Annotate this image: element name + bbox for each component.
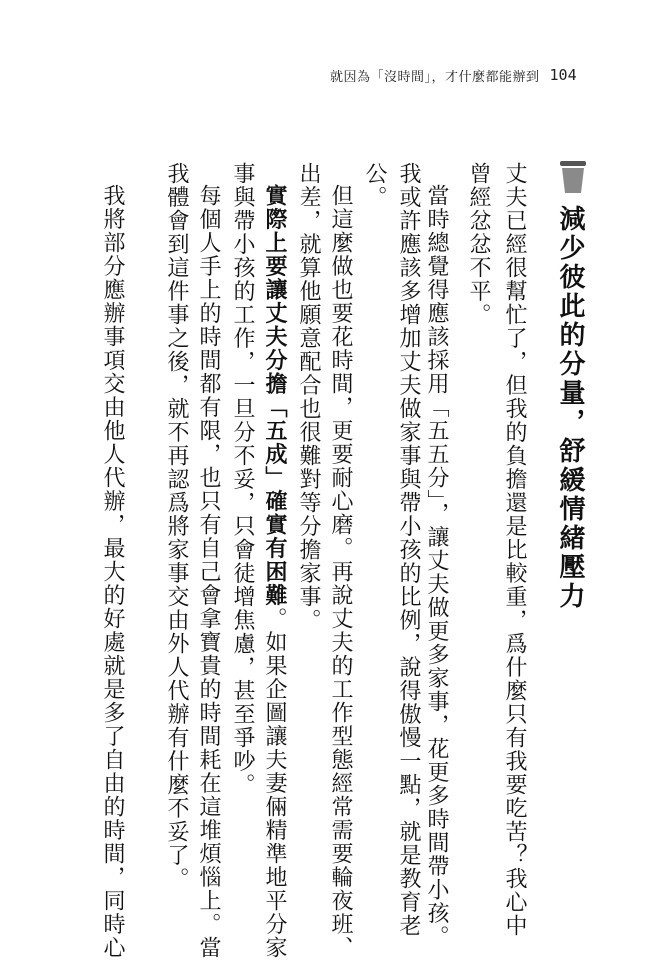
body-text: 。如果企圖讓夫妻倆精準地平分家 <box>262 607 287 960</box>
body-column <box>258 184 290 960</box>
cup-icon <box>558 160 588 194</box>
emphasis-text: 實際上要讓丈夫分擔「五成」確實有困難 <box>262 184 287 607</box>
page-number: 104 <box>549 66 577 84</box>
header-title: 就因為「沒時間」，才什麼都能辦到 <box>330 69 540 85</box>
body-column: 丈夫已經很幫忙了，但我的負擔還是比較重，爲什麼只有我要吃苦？我心中 <box>502 162 527 938</box>
body-column: 我體會到這件事之後，就不再認爲將家事交由外人代辦有什麼不妥了。 <box>164 162 189 891</box>
body-column: 每個人手上的時間都有限，也只有自己會拿寶貴的時間耗在這堆煩惱上。當 <box>196 184 221 960</box>
body-column: 但這麼做也要花時間，更要耐心磨。再說丈夫的工作型態經常需要輪夜班、 <box>328 184 353 960</box>
body-column: 出差，就算他願意配合也很難對等分擔家事。 <box>296 162 321 632</box>
body-column: 當時總覺得應該採用「五五分」，讓丈夫做更多家事，花更多時間帶小孩。 <box>424 184 449 949</box>
body-column: 公。 <box>362 162 387 209</box>
body-column: 我或許應該多增加丈夫做家事與帶小孩的比例，說得傲慢一點，就是教育老 <box>396 162 421 938</box>
body-column: 我將部分應辦事項交由他人代辦，最大的好處就是多了自由的時間，同時心 <box>100 184 125 960</box>
running-header <box>330 62 577 88</box>
body-column: 事與帶小孩的工作，一旦分不妥，只會徒增焦慮，甚至爭吵。 <box>230 162 255 797</box>
section-heading: 減少彼此的分量，舒緩情緒壓力 <box>555 205 585 611</box>
body-column: 曾經忿忿不平。 <box>466 162 491 327</box>
